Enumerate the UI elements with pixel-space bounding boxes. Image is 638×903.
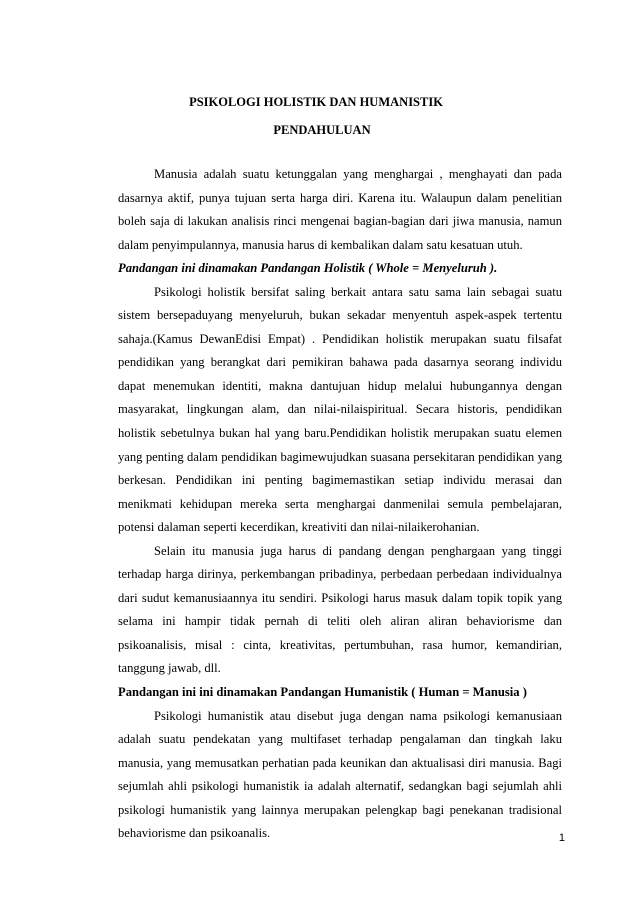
document-body [118, 163, 562, 846]
document-title: PSIKOLOGI HOLISTIK DAN HUMANISTIK [189, 95, 443, 109]
section-heading: PENDAHULUAN [273, 123, 371, 137]
paragraph-holistic-definition: Pandangan ini dinamakan Pandangan Holistik ( Whole = Menyeluruh ). [118, 261, 498, 276]
paragraph-intro: Manusia adalah suatu ketunggalan yang menghargai , menghayati dan pada dasarnya aktif, punya tujuan serta harga diri. Karena itu. Walaupun dalam penelitian boleh saja di lakukan analisis rinci mengenai bagian-bagian dari jiwa manusia, namun dalam penyimpulannya, manusia harus di kembalikan dalam satu kesatuan utuh. [118, 167, 562, 252]
paragraph-humanistic: Psikologi humanistik atau disebut juga dengan nama psikologi kemanusiaan adalah suatu pendekatan yang multifaset terhadap pengalaman dan tingkah laku manusia, yang memusatkan perhatian pada keunikan dan aktualisasi diri manusia. Bagi sejumlah ahli psikologi humanistik ia adalah alternatif, sedangkan bagi sejumlah ahli psikologi humanistik yang lainnya merupakan pelengkap bagi penekanan tradisional behaviorisme dan psikoanalis. [118, 708, 562, 841]
page-number: 1 [558, 832, 565, 844]
paragraph-humanist-intro: Selain itu manusia juga harus di pandang dengan penghargaan yang tinggi terhadap harga dirinya, perkembangan pribadinya, perbedaan perbedaan individualnya dari sudut kemanusiaannya itu sendiri. Psikologi harus masuk dalam topik topik yang selama ini hampir tidak pernah di teliti oleh aliran aliran behaviorisme dan psikoanalisis, misal : cinta, kreativitas, pertumbuhan, rasa humor, kemandirian, tanggung jawab, dll. [118, 543, 562, 676]
paragraph-humanistic-definition: Pandangan ini ini dinamakan Pandangan Humanistik ( Human = Manusia ) [118, 685, 527, 700]
paragraph-holistic: Psikologi holistik bersifat saling berkait antara satu sama lain sebagai suatu sistem bersepaduyang menyeluruh, bukan sekadar menyentuh aspek-aspek tertentu sahaja.(Kamus DewanEdisi Empat) . Pendidikan holistik merupakan suatu filsafat pendidikan yang berangkat dari pemikiran bahawa pada dasarnya seorang individu dapat menemukan identiti, makna dantujuan hidup melalui hubungannya dengan masyarakat, lingkungan alam, dan nilai-nilaispiritual. Secara historis, pendidikan holistik sebetulnya bukan hal yang baru.Pendidikan holistik merupakan suatu elemen yang penting dalam pendidikan bagimewujudkan suasana persekitaran pendidikan yang berkesan. Pendidikan ini penting bagimemastikan setiap individu merasai dan menikmati kehidupan mereka serta menghargai danmenilai semula pembelajaran, potensi dalaman seperti kecerdikan, kreativiti dan nilai-nilaikerohanian. [118, 284, 562, 535]
